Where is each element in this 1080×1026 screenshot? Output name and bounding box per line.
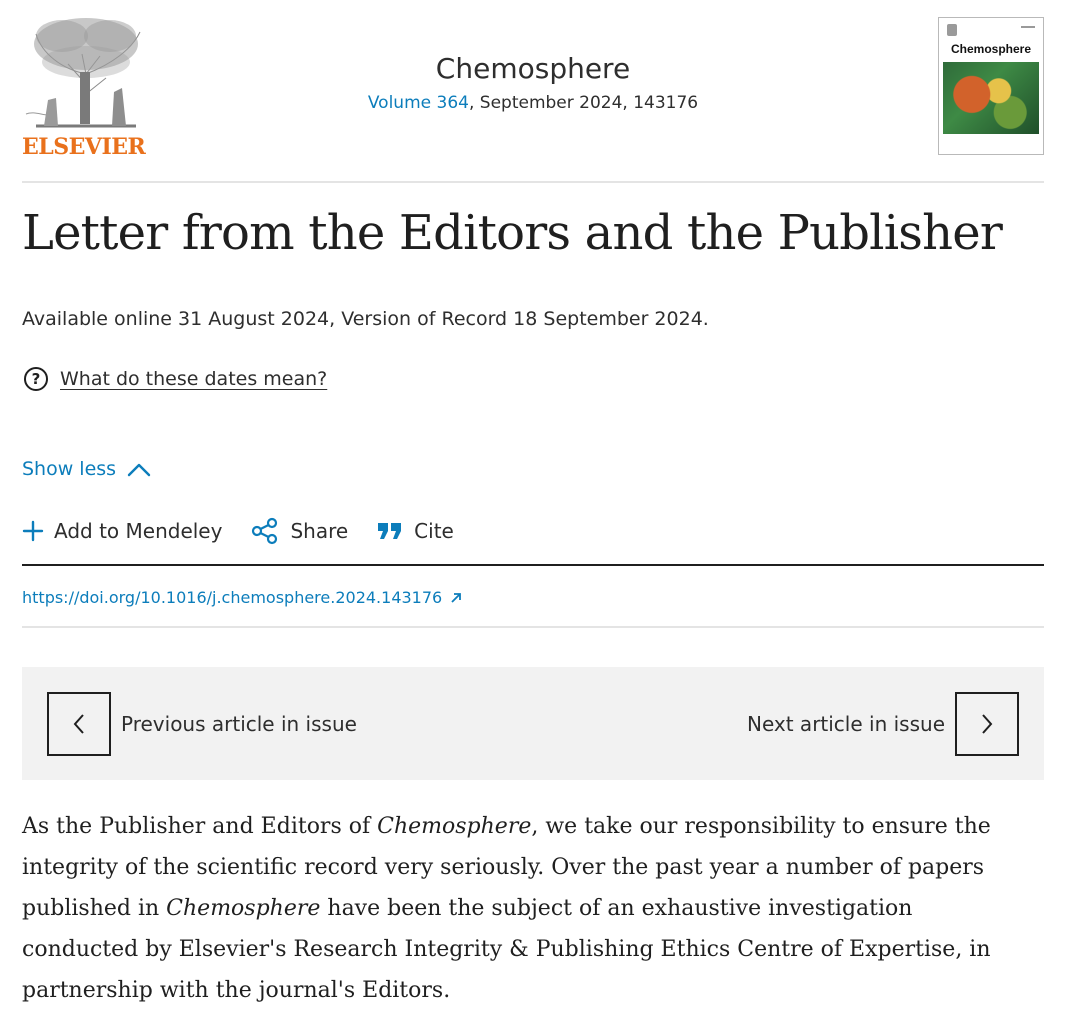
share-button[interactable] (250, 516, 348, 546)
doi-divider (22, 626, 1044, 628)
body-text-part: , we take our responsibility to ensure the integrity of the scientific record very seriously. Over the past year a number of papers published in (22, 814, 991, 921)
cover-logo-icon (947, 24, 957, 36)
body-paragraph (22, 806, 1032, 1011)
cover-bar (1021, 26, 1035, 28)
doi-link[interactable] (22, 588, 462, 607)
cite-button[interactable] (376, 519, 454, 543)
doi-url[interactable]: https://doi.org/10.1016/j.chemosphere.2024.143176 (22, 588, 443, 607)
add-to-mendeley-label: Add to Mendeley (54, 519, 223, 543)
previous-article-link[interactable] (47, 692, 357, 756)
journal-name-italic: Chemosphere (377, 814, 532, 839)
cite-label: Cite (414, 519, 454, 543)
article-toolbar (22, 516, 482, 546)
show-less-label: Show less (22, 458, 117, 480)
share-icon (250, 516, 280, 546)
journal-title-link[interactable]: Chemosphere (435, 52, 631, 85)
chevron-right-icon (980, 713, 994, 735)
dates-help[interactable] (24, 367, 327, 391)
volume-link[interactable]: Volume 364 (367, 93, 469, 113)
body-text-part: have been the subject of an exhaustive investigation conducted by Elsevier's Research Integrity & Publishing Ethics Centre of Expertise, in partnership with the journal's Editors. (22, 896, 991, 1003)
issue-line (22, 93, 1044, 113)
body-text-part: As the Publisher and Editors of (22, 814, 378, 839)
cover-artwork (943, 62, 1039, 134)
journal-name-italic: Chemosphere (166, 896, 321, 921)
chevron-left-icon (72, 713, 86, 735)
external-arrow-icon (450, 592, 462, 604)
show-less-button[interactable] (22, 458, 152, 480)
previous-article-label[interactable]: Previous article in issue (121, 712, 357, 736)
journal-cover[interactable] (938, 17, 1044, 155)
dates-help-link[interactable]: What do these dates mean? (60, 368, 328, 390)
journal-info (22, 52, 1044, 113)
plus-icon (22, 520, 44, 542)
publisher-name: ELSEVIER (22, 134, 146, 160)
chevron-up-icon (126, 460, 152, 478)
article-title: Letter from the Editors and the Publisher (22, 205, 1002, 261)
header-divider (22, 181, 1044, 183)
cover-header (943, 22, 1039, 48)
toolbar-divider (22, 564, 1044, 566)
next-article-link[interactable] (747, 692, 1019, 756)
next-article-label[interactable]: Next article in issue (746, 712, 945, 736)
previous-article-button[interactable] (47, 692, 111, 756)
publication-dates: Available online 31 August 2024, Version of Record 18 September 2024. (22, 308, 709, 330)
issue-details: , September 2024, 143176 (468, 93, 699, 113)
cover-title: Chemosphere (950, 42, 1032, 56)
journal-header (22, 14, 1044, 164)
add-to-mendeley-button[interactable] (22, 519, 222, 543)
quote-icon (376, 520, 404, 542)
help-circle-icon: ? (24, 367, 48, 391)
share-label: Share (290, 519, 349, 543)
next-article-button[interactable] (955, 692, 1019, 756)
issue-navigation (22, 667, 1044, 780)
